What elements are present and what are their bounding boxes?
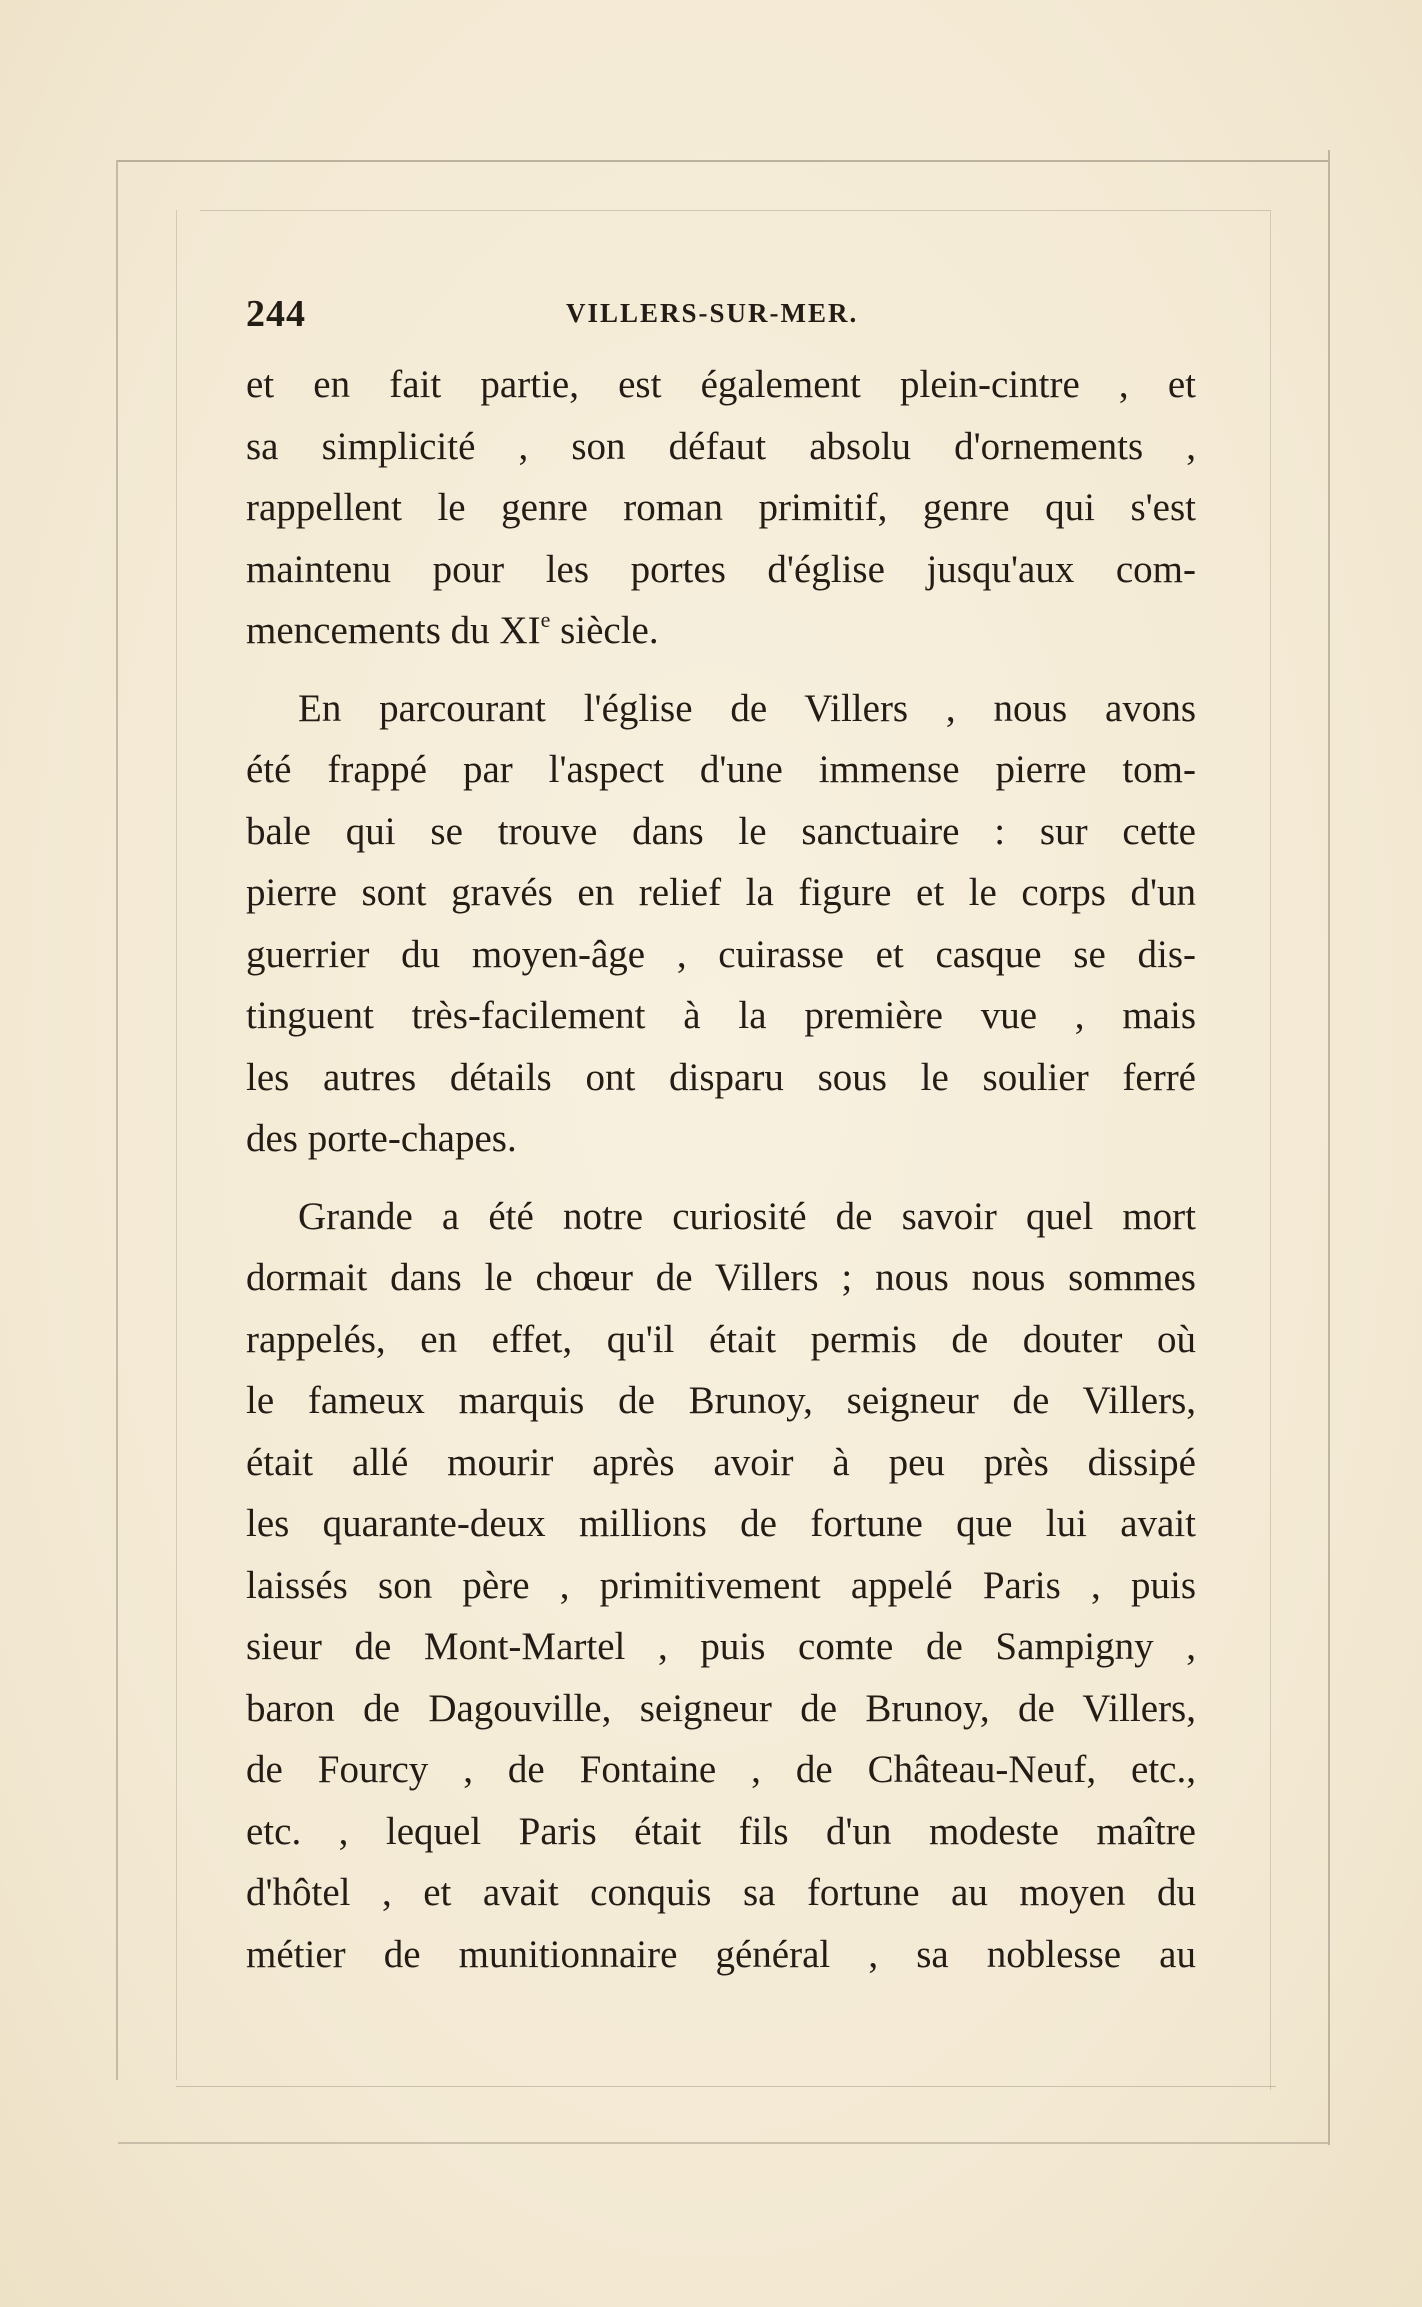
right-rule-outer	[1328, 150, 1330, 2145]
text-line: métier de munitionnaire général , sa noblesse au	[246, 1932, 1196, 1976]
text-line: En parcourant l'église de Villers , nous avons	[298, 686, 1196, 730]
text-line: et en fait partie, est également plein-cintre , et	[246, 363, 1196, 406]
paragraph-1	[246, 354, 1196, 662]
text-line: pierre sont gravés en relief la figure et le corps d'un	[246, 871, 1196, 914]
text-line: Grande a été notre curiosité de savoir quel mort	[298, 1194, 1196, 1238]
text-fragment: mencements du XI	[246, 609, 541, 652]
text-line: sa simplicité , son défaut absolu d'ornements ,	[246, 424, 1196, 468]
text-line: guerrier du moyen-âge , cuirasse et casque se dis-	[246, 932, 1196, 976]
running-title: VILLERS-SUR-MER.	[566, 298, 859, 328]
top-rule-outer	[118, 160, 1328, 162]
page-number: 244	[246, 293, 306, 335]
text-line: etc. , lequel Paris était fils d'un modeste maître	[246, 1809, 1196, 1853]
text-line: été frappé par l'aspect d'une immense pierre tom-	[246, 748, 1196, 791]
text-line: baron de Dagouville, seigneur de Brunoy, de Villers,	[246, 1686, 1196, 1730]
left-rule-outer	[116, 160, 118, 2080]
text-line: des porte-chapes.	[246, 1117, 517, 1160]
text-fragment: siècle.	[560, 609, 659, 652]
text-line: laissés son père , primitivement appelé Paris , puis	[246, 1563, 1196, 1607]
text-line: d'hôtel , et avait conquis sa fortune au moyen du	[246, 1871, 1196, 1914]
paragraph-2	[246, 678, 1196, 1170]
text-line: bale qui se trouve dans le sanctuaire : sur cette	[246, 809, 1196, 853]
right-rule-inner	[1270, 210, 1271, 2090]
running-head	[246, 292, 1196, 352]
text-line: était allé mourir après avoir à peu près dissipé	[246, 1440, 1196, 1484]
text-line: rappellent le genre roman primitif, genre qui s'est	[246, 486, 1196, 529]
text-line: de Fourcy , de Fontaine , de Château-Neuf, etc.,	[246, 1748, 1196, 1791]
left-rule-inner	[176, 210, 177, 2080]
text-line: maintenu pour les portes d'église jusqu'aux com-	[246, 547, 1196, 591]
body-text	[246, 354, 1196, 1985]
paragraph-3	[246, 1186, 1196, 1986]
text-line: sieur de Mont-Martel , puis comte de Sampigny ,	[246, 1625, 1196, 1668]
text-line: les quarante-deux millions de fortune que lui avait	[246, 1502, 1196, 1545]
book-page	[246, 292, 1196, 2001]
text-line: dormait dans le chœur de Villers ; nous nous sommes	[246, 1256, 1196, 1299]
text-line: les autres détails ont disparu sous le soulier ferré	[246, 1055, 1196, 1099]
text-line: tinguent très-facilement à la première vue , mais	[246, 994, 1196, 1037]
bottom-rule-outer	[118, 2142, 1328, 2144]
top-rule-inner	[200, 210, 1270, 211]
text-line: le fameux marquis de Brunoy, seigneur de Villers,	[246, 1379, 1196, 1422]
text-line	[246, 600, 1196, 662]
superscript: e	[540, 607, 551, 632]
bottom-rule-inner	[176, 2086, 1276, 2087]
text-line: rappelés, en effet, qu'il était permis de douter où	[246, 1317, 1196, 1361]
